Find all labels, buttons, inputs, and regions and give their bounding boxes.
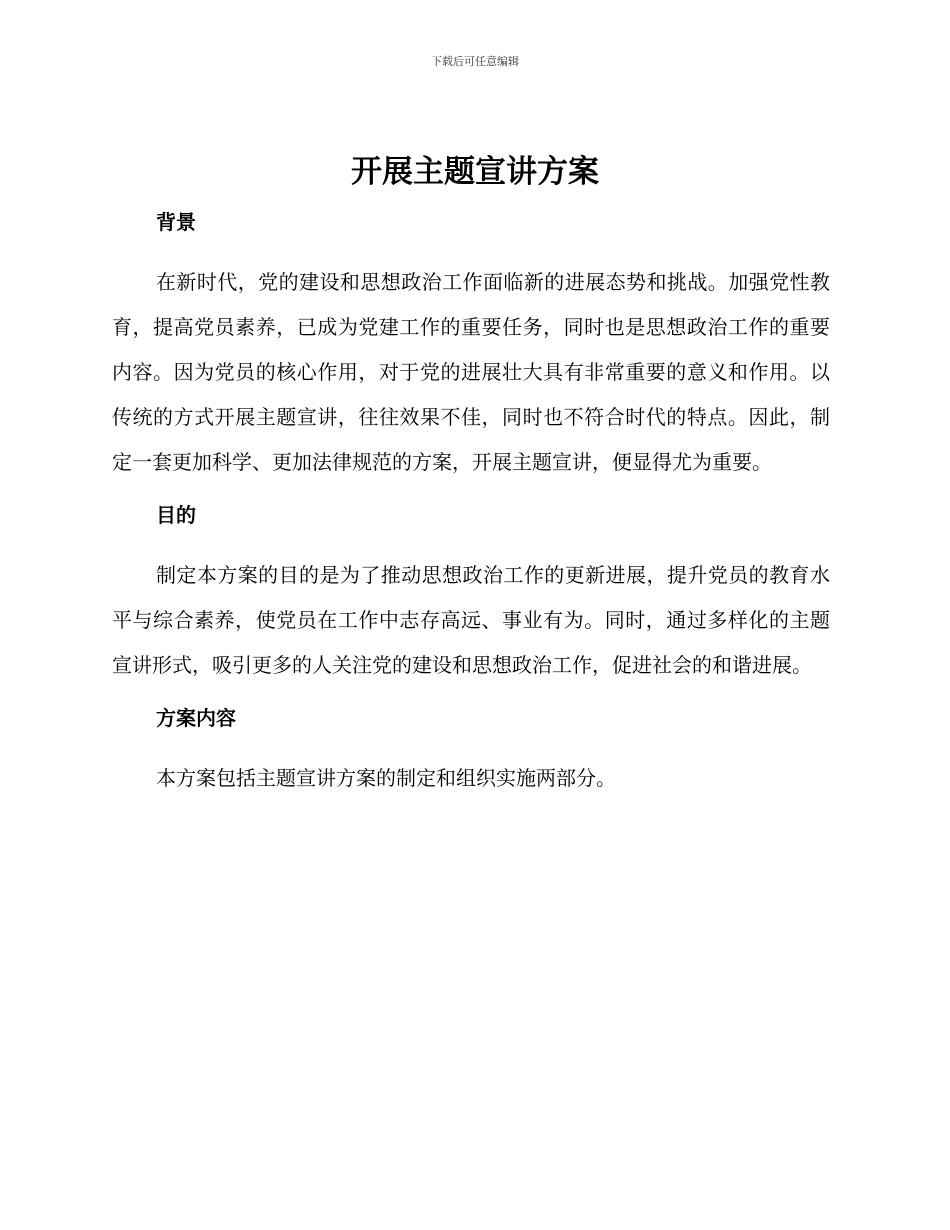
section-paragraph-background: 在新时代，党的建设和思想政治工作面临新的进展态势和挑战。加强党性教育，提高党员素养，已成为党建工作的重要任务，同时也是思想政治工作的重要内容。因为党员的核心作用，对于党的进展壮大具有非常重要的意义和作用。以传统的方式开展主题宣讲，往往效果不佳，同时也不符合时代的特点。因此，制定一套更加科学、更加法律规范的方案，开展主题宣讲，便显得尤为重要。 — [112, 270, 830, 474]
section-paragraph-purpose: 制定本方案的目的是为了推动思想政治工作的更新进展，提升党员的教育水平与综合素养，使党员在工作中志存高远、事业有为。同时，通过多样化的主题宣讲形式，吸引更多的人关注党的建设和思想政治工作，促进社会的和谐进展。 — [112, 563, 830, 677]
section-background — [112, 204, 830, 497]
section-heading-purpose: 目的 — [156, 503, 196, 527]
header-note: 下载后可任意编辑 — [431, 55, 519, 68]
section-paragraph-plan-content: 本方案包括主题宣讲方案的制定和组织实施两部分。 — [156, 766, 616, 790]
section-plan-content — [112, 700, 830, 801]
document-body — [112, 204, 830, 801]
section-purpose — [112, 497, 830, 700]
section-heading-plan-content: 方案内容 — [156, 706, 236, 730]
section-heading-background: 背景 — [156, 210, 196, 234]
document-title: 开展主题宣讲方案 — [351, 154, 599, 190]
